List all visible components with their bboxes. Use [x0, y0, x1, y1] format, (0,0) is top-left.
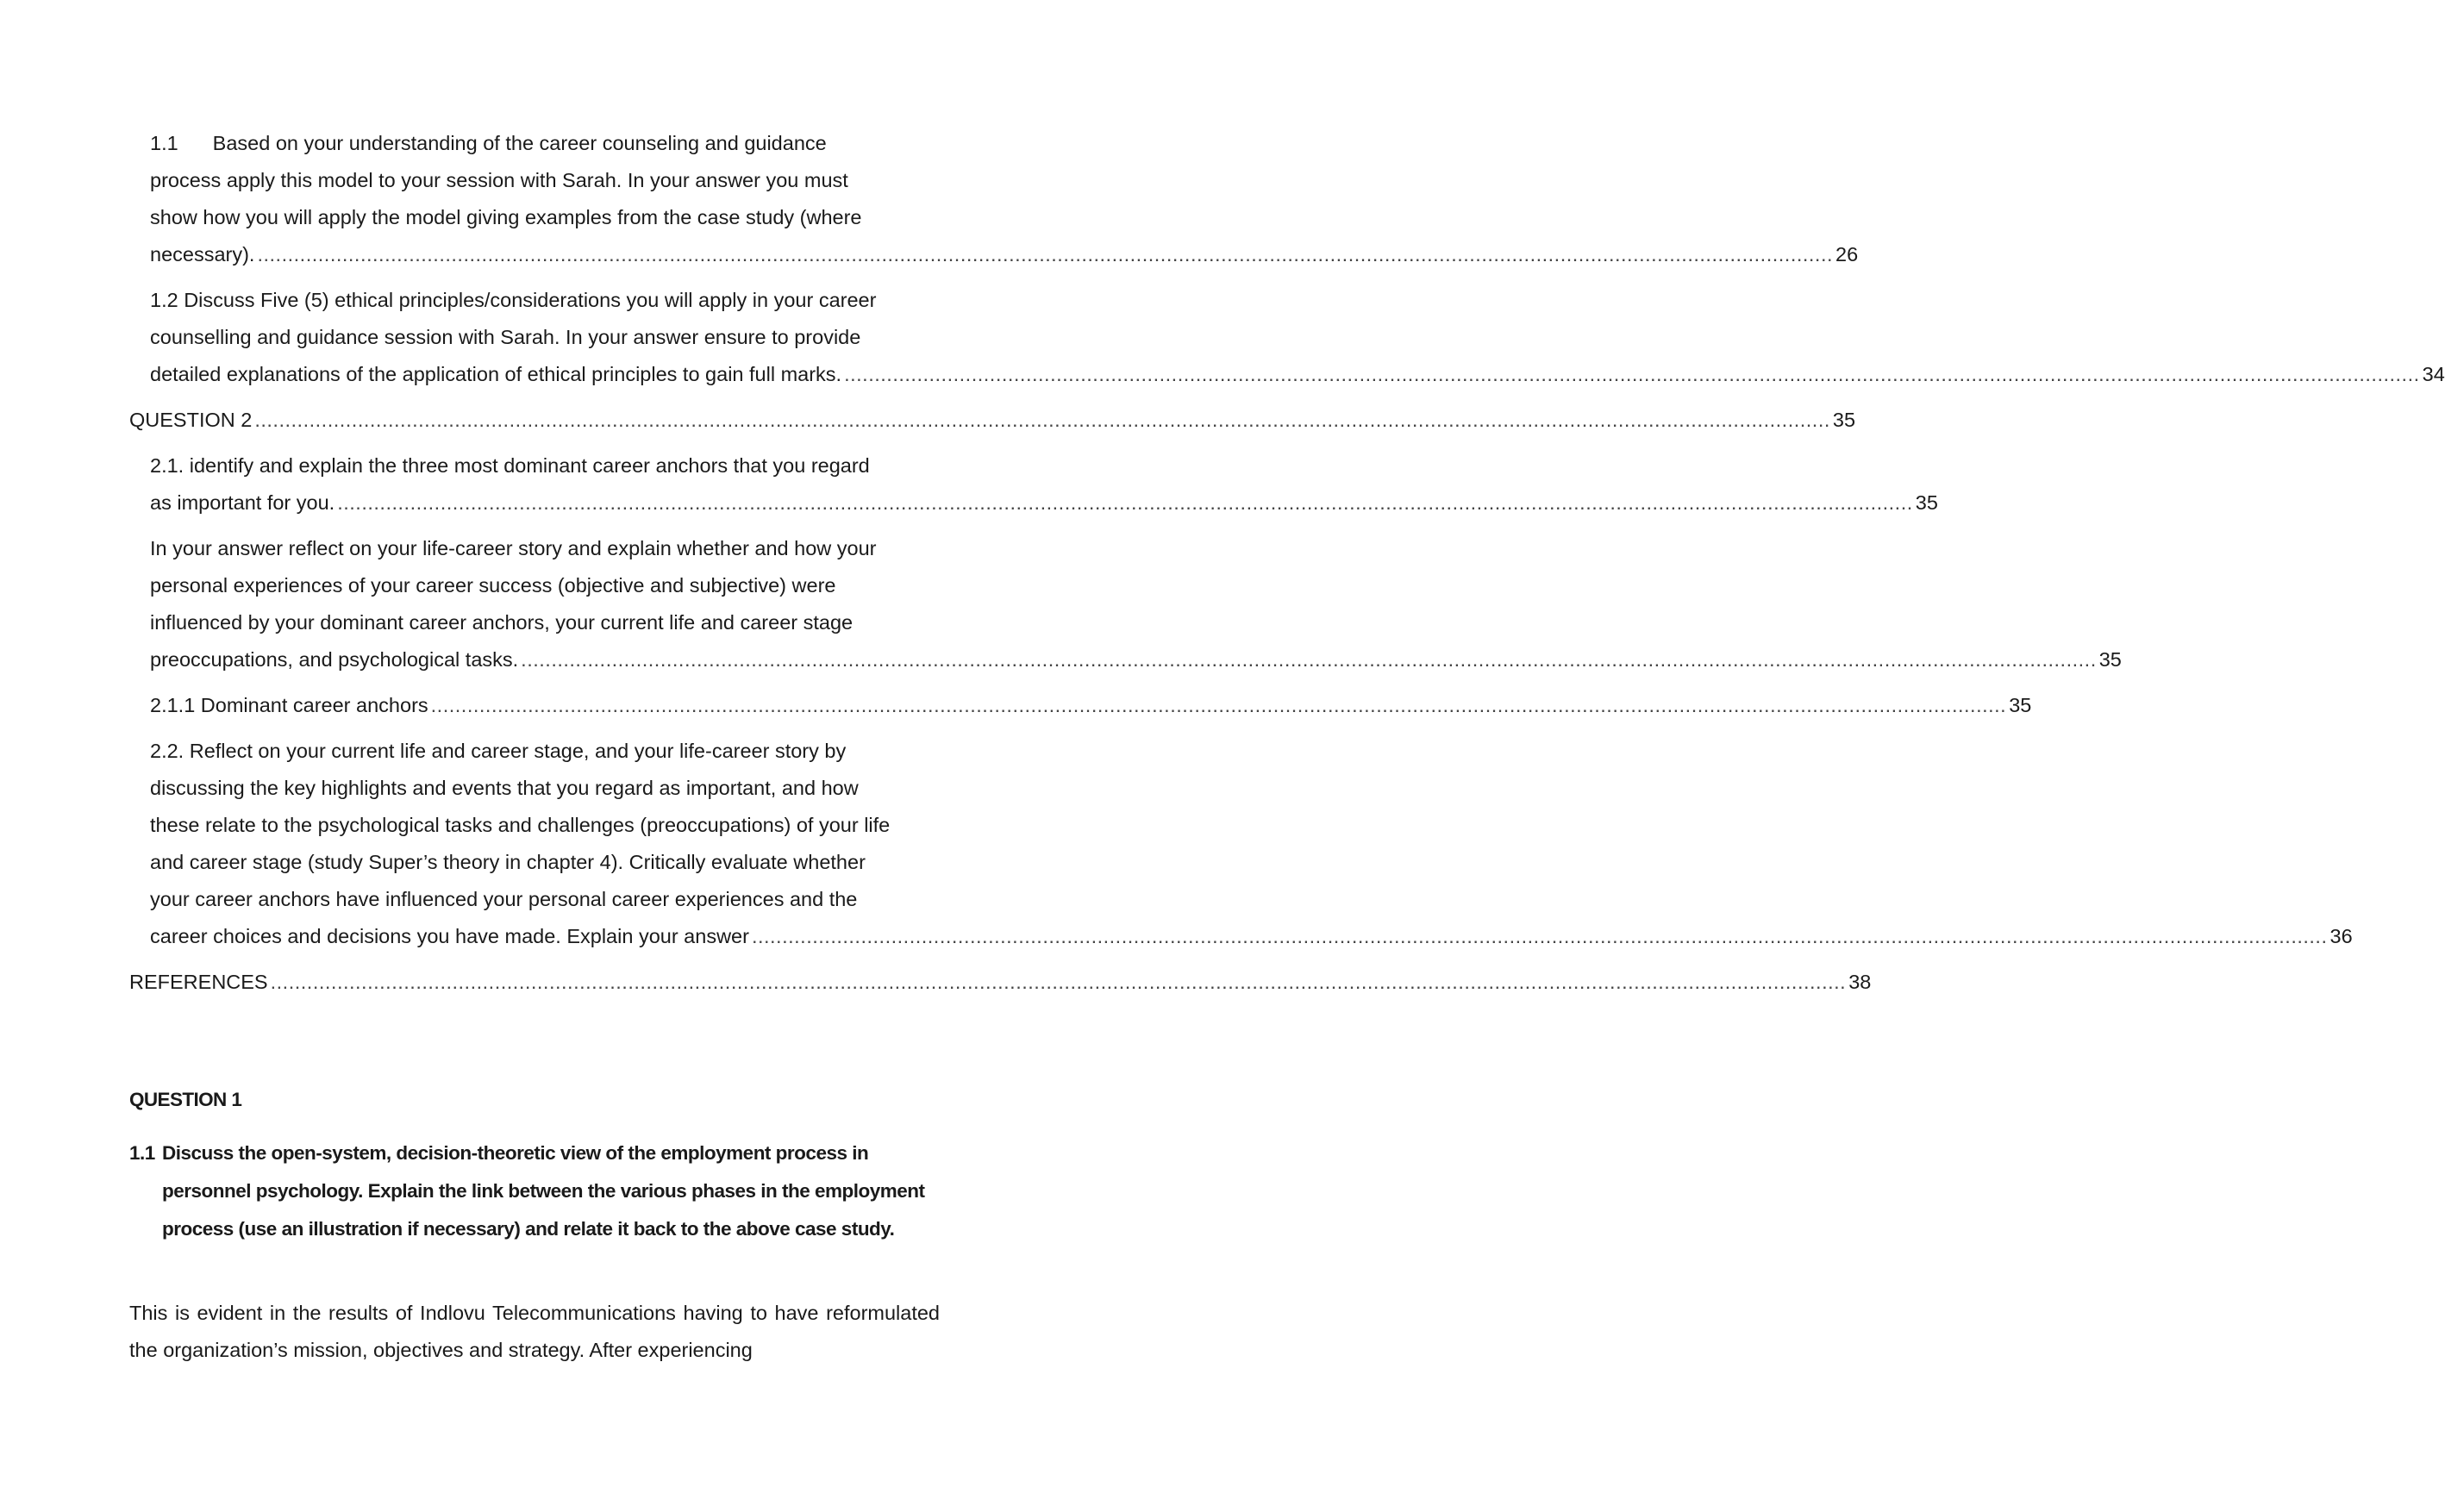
question-heading — [129, 1134, 940, 1248]
toc-entry-line: QUESTION 2 — [129, 409, 253, 431]
toc-entry-line: personal experiences of your career success (objective and subjective) were — [150, 574, 836, 597]
toc-entry-line: discussing the key highlights and events that you regard as important, and how — [150, 777, 859, 799]
body-paragraph: This is evident in the results of Indlovu Telecommunications having to have reformulated the organization’s mission, objectives and strategy. After experiencing — [129, 1302, 940, 1361]
toc-entry-line: these relate to the psychological tasks and challenges (preoccupations) of your life — [150, 814, 891, 836]
toc-entry-2-1[interactable] — [129, 447, 1938, 522]
toc-entry-1-2[interactable] — [129, 282, 2445, 393]
toc-entry-line: In your answer reflect on your life-career story and explain whether and how your — [150, 537, 877, 559]
toc-leader-dots: .................................................................................................................................................................................................................................................................... — [254, 409, 1830, 431]
toc-leader-dots: .................................................................................................................................................................................................................................................................... — [257, 243, 1834, 266]
toc-entry-line: career choices and decisions you have made. Explain your answer — [150, 925, 749, 947]
toc-page-number: 36 — [2329, 925, 2353, 947]
toc-entry-line: your career anchors have influenced your personal career experiences and the — [150, 888, 858, 910]
toc-entry-line: show how you will apply the model giving examples from the case study (where — [150, 206, 862, 228]
toc-leader-dots: .................................................................................................................................................................................................................................................................... — [844, 363, 2420, 385]
toc-entry-line: Based on your understanding of the career counseling and guidance — [212, 132, 827, 154]
toc-entry-line: necessary). — [150, 243, 255, 266]
toc-entry-line: influenced by your dominant career anchors, your current life and career stage — [150, 611, 854, 634]
toc-entry-line: as important for you. — [150, 491, 335, 514]
toc-leader-dots: .................................................................................................................................................................................................................................................................... — [270, 971, 1847, 993]
table-of-contents — [129, 125, 2445, 1009]
toc-leader-dots: .................................................................................................................................................................................................................................................................... — [521, 648, 2097, 671]
toc-leader-dots: .................................................................................................................................................................................................................................................................... — [430, 694, 2007, 716]
toc-page-number: 35 — [1832, 409, 1856, 431]
question-text: Discuss the open-system, decision-theoretic view of the employment process in personnel psychology. Explain the link between the various phases in the employment process (use an illustration if necessary) and relate it back to the above case study. — [162, 1142, 925, 1240]
toc-entry-line: 2.2. Reflect on your current life and career stage, and your life-career story by — [150, 740, 847, 762]
toc-page-number: 35 — [1915, 491, 1938, 514]
toc-leader-dots: .................................................................................................................................................................................................................................................................... — [337, 491, 1913, 514]
toc-entry-line: process apply this model to your session with Sarah. In your answer you must — [150, 169, 848, 191]
toc-page-number: 26 — [1835, 243, 1859, 266]
toc-entry-2-1-1[interactable] — [129, 687, 2032, 724]
toc-entry-line: 2.1.1 Dominant career anchors — [150, 694, 428, 716]
toc-entry-number: 1.1 — [150, 132, 178, 154]
toc-page-number: 35 — [2098, 648, 2122, 671]
toc-page-number: 38 — [1848, 971, 1872, 993]
toc-entry-line: REFERENCES — [129, 971, 268, 993]
toc-entry-reflection[interactable] — [129, 530, 2122, 678]
toc-leader-dots: .................................................................................................................................................................................................................................................................... — [751, 925, 2328, 947]
toc-entry-line: preoccupations, and psychological tasks. — [150, 648, 519, 671]
toc-entry-line: counselling and guidance session with Sarah. In your answer ensure to provide — [150, 326, 861, 348]
toc-entry-line: and career stage (study Super’s theory in chapter 4). Critically evaluate whether — [150, 851, 866, 873]
toc-entry-question-2[interactable] — [129, 402, 1856, 439]
toc-entry-line: 2.1. identify and explain the three most dominant career anchors that you regard — [150, 454, 870, 477]
toc-page-number: 34 — [2422, 363, 2445, 385]
toc-entry-1-1[interactable] — [129, 125, 1859, 273]
toc-entry-2-2[interactable] — [129, 733, 2353, 955]
toc-entry-line: 1.2 Discuss Five (5) ethical principles/considerations you will apply in your career — [150, 289, 877, 311]
question-number: 1.1 — [129, 1142, 155, 1164]
section-heading: QUESTION 1 — [129, 1089, 242, 1110]
toc-entry-references[interactable] — [129, 964, 1872, 1001]
toc-page-number: 35 — [2009, 694, 2032, 716]
toc-entry-line: detailed explanations of the application of ethical principles to gain full marks. — [150, 363, 842, 385]
